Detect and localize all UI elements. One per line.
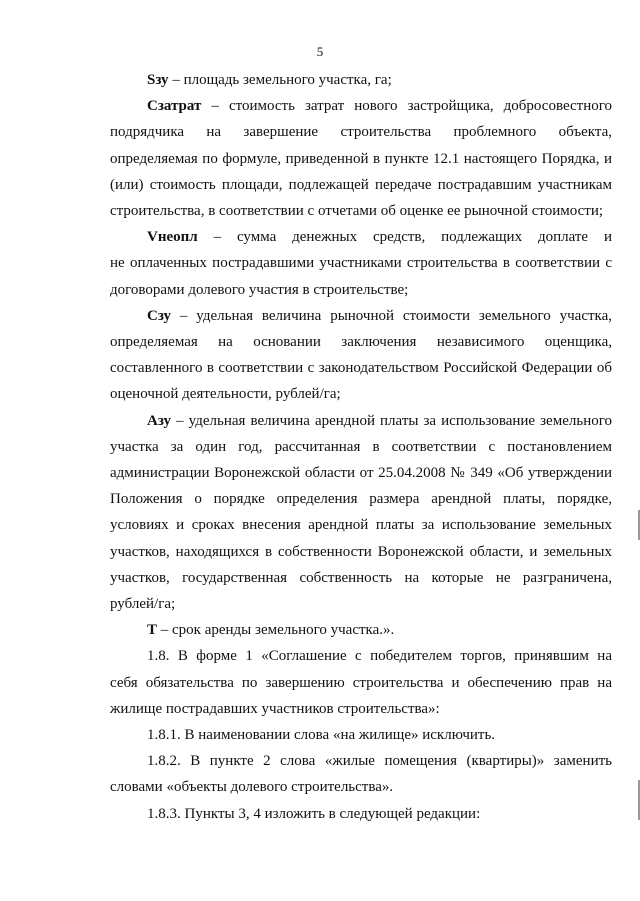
paragraph	[110, 93, 612, 224]
formula-term: Сзу	[147, 307, 172, 324]
text-line	[110, 539, 612, 565]
line-text: (или) стоимость площади, подлежащей передаче пострадавшим участникам	[110, 176, 612, 193]
line-text: участков, находящихся в собственности Воронежской области, и земельных	[110, 543, 612, 560]
text-line	[110, 303, 612, 329]
page-number: 5	[316, 44, 324, 59]
text-line	[110, 408, 612, 434]
formula-term: Азу	[147, 412, 172, 429]
text-line	[110, 146, 612, 172]
text-line	[110, 460, 612, 486]
line-text: определяемая на основании заключения независимого оценщика,	[110, 334, 612, 351]
paragraph	[110, 801, 612, 827]
line-text: – сумма денежных средств, подлежащих доплате и	[213, 229, 612, 246]
text-line	[110, 277, 612, 303]
line-text: жилище пострадавших участников строительства»:	[110, 700, 440, 717]
text-line	[110, 355, 612, 381]
line-text: – удельная величина арендной платы за использование земельного	[176, 412, 612, 429]
line-text: участков, государственная собственность на которые не разграничена,	[110, 569, 612, 586]
line-text: – стоимость затрат нового застройщика, добросовестного	[211, 98, 612, 115]
text-line	[110, 722, 612, 748]
text-line	[110, 643, 612, 669]
line-text: определяемая по формуле, приведенной в пункте 12.1 настоящего Порядка, и	[110, 150, 612, 167]
text-line	[110, 591, 612, 617]
text-line	[110, 670, 612, 696]
text-line	[110, 381, 612, 407]
text-line	[110, 93, 612, 119]
text-line	[110, 696, 612, 722]
paragraph	[110, 303, 612, 408]
text-line	[110, 617, 612, 643]
line-text: словами «объекты долевого строительства».	[110, 779, 394, 796]
line-text: 1.8.3. Пункты 3, 4 изложить в следующей редакции:	[147, 805, 481, 822]
text-line	[110, 329, 612, 355]
line-text: участка за один год, рассчитанная в соответствии с постановлением	[110, 438, 612, 455]
formula-term: Vнеопл	[147, 229, 198, 246]
line-text: – площадь земельного участка, га;	[172, 72, 392, 88]
text-line	[110, 250, 612, 276]
text-line	[110, 172, 612, 198]
line-text: составленного в соответствии с законодательством Российской Федерации об	[110, 360, 612, 377]
paragraph	[110, 748, 612, 800]
line-text: 1.8.2. В пункте 2 слова «жилые помещения (квартиры)» заменить	[147, 753, 612, 770]
line-text: оценочной деятельности, рублей/га;	[110, 386, 341, 403]
line-text: – удельная величина рыночной стоимости земельного участка,	[179, 307, 613, 324]
line-text: условиях и сроках внесения арендной платы за использование земельных	[110, 517, 612, 534]
text-line	[110, 198, 612, 224]
line-text: 1.8. В форме 1 «Соглашение с победителем торгов, принявшим на	[147, 648, 612, 665]
text-line	[110, 748, 612, 774]
document-body	[110, 67, 612, 827]
text-line	[110, 774, 612, 800]
paragraph	[110, 617, 612, 643]
text-line	[110, 119, 612, 145]
formula-term: Т	[147, 622, 158, 639]
line-text: рублей/га;	[110, 596, 176, 613]
paragraph	[110, 408, 612, 618]
line-text: подрядчика на завершение строительства проблемного объекта,	[110, 124, 612, 141]
paragraph	[110, 67, 612, 93]
line-text: Положения о порядке определения размера арендной платы, порядке,	[110, 491, 612, 508]
text-line	[110, 224, 612, 250]
formula-term: Sзу	[147, 72, 169, 88]
line-text: администрации Воронежской области от 25.04.2008 № 349 «Об утверждении	[110, 465, 612, 482]
text-line	[110, 565, 612, 591]
paragraph	[110, 722, 612, 748]
paragraph	[110, 224, 612, 303]
line-text: договорами долевого участия в строительстве;	[110, 281, 409, 298]
line-text: не оплаченных пострадавшими участниками строительства в соответствии с	[110, 255, 612, 272]
text-line	[110, 801, 612, 827]
text-line	[110, 434, 612, 460]
line-text: – срок аренды земельного участка.».	[160, 622, 395, 639]
text-line	[110, 512, 612, 538]
formula-term: Сзатрат	[147, 98, 202, 115]
line-text: строительства, в соответствии с отчетами об оценке ее рыночной стоимости;	[110, 203, 604, 220]
text-line	[110, 486, 612, 512]
paragraph	[110, 643, 612, 722]
line-text: себя обязательства по завершению строительства и обеспечению прав на	[110, 674, 612, 691]
text-line	[110, 67, 612, 93]
line-text: 1.8.1. В наименовании слова «на жилище» исключить.	[147, 727, 496, 744]
